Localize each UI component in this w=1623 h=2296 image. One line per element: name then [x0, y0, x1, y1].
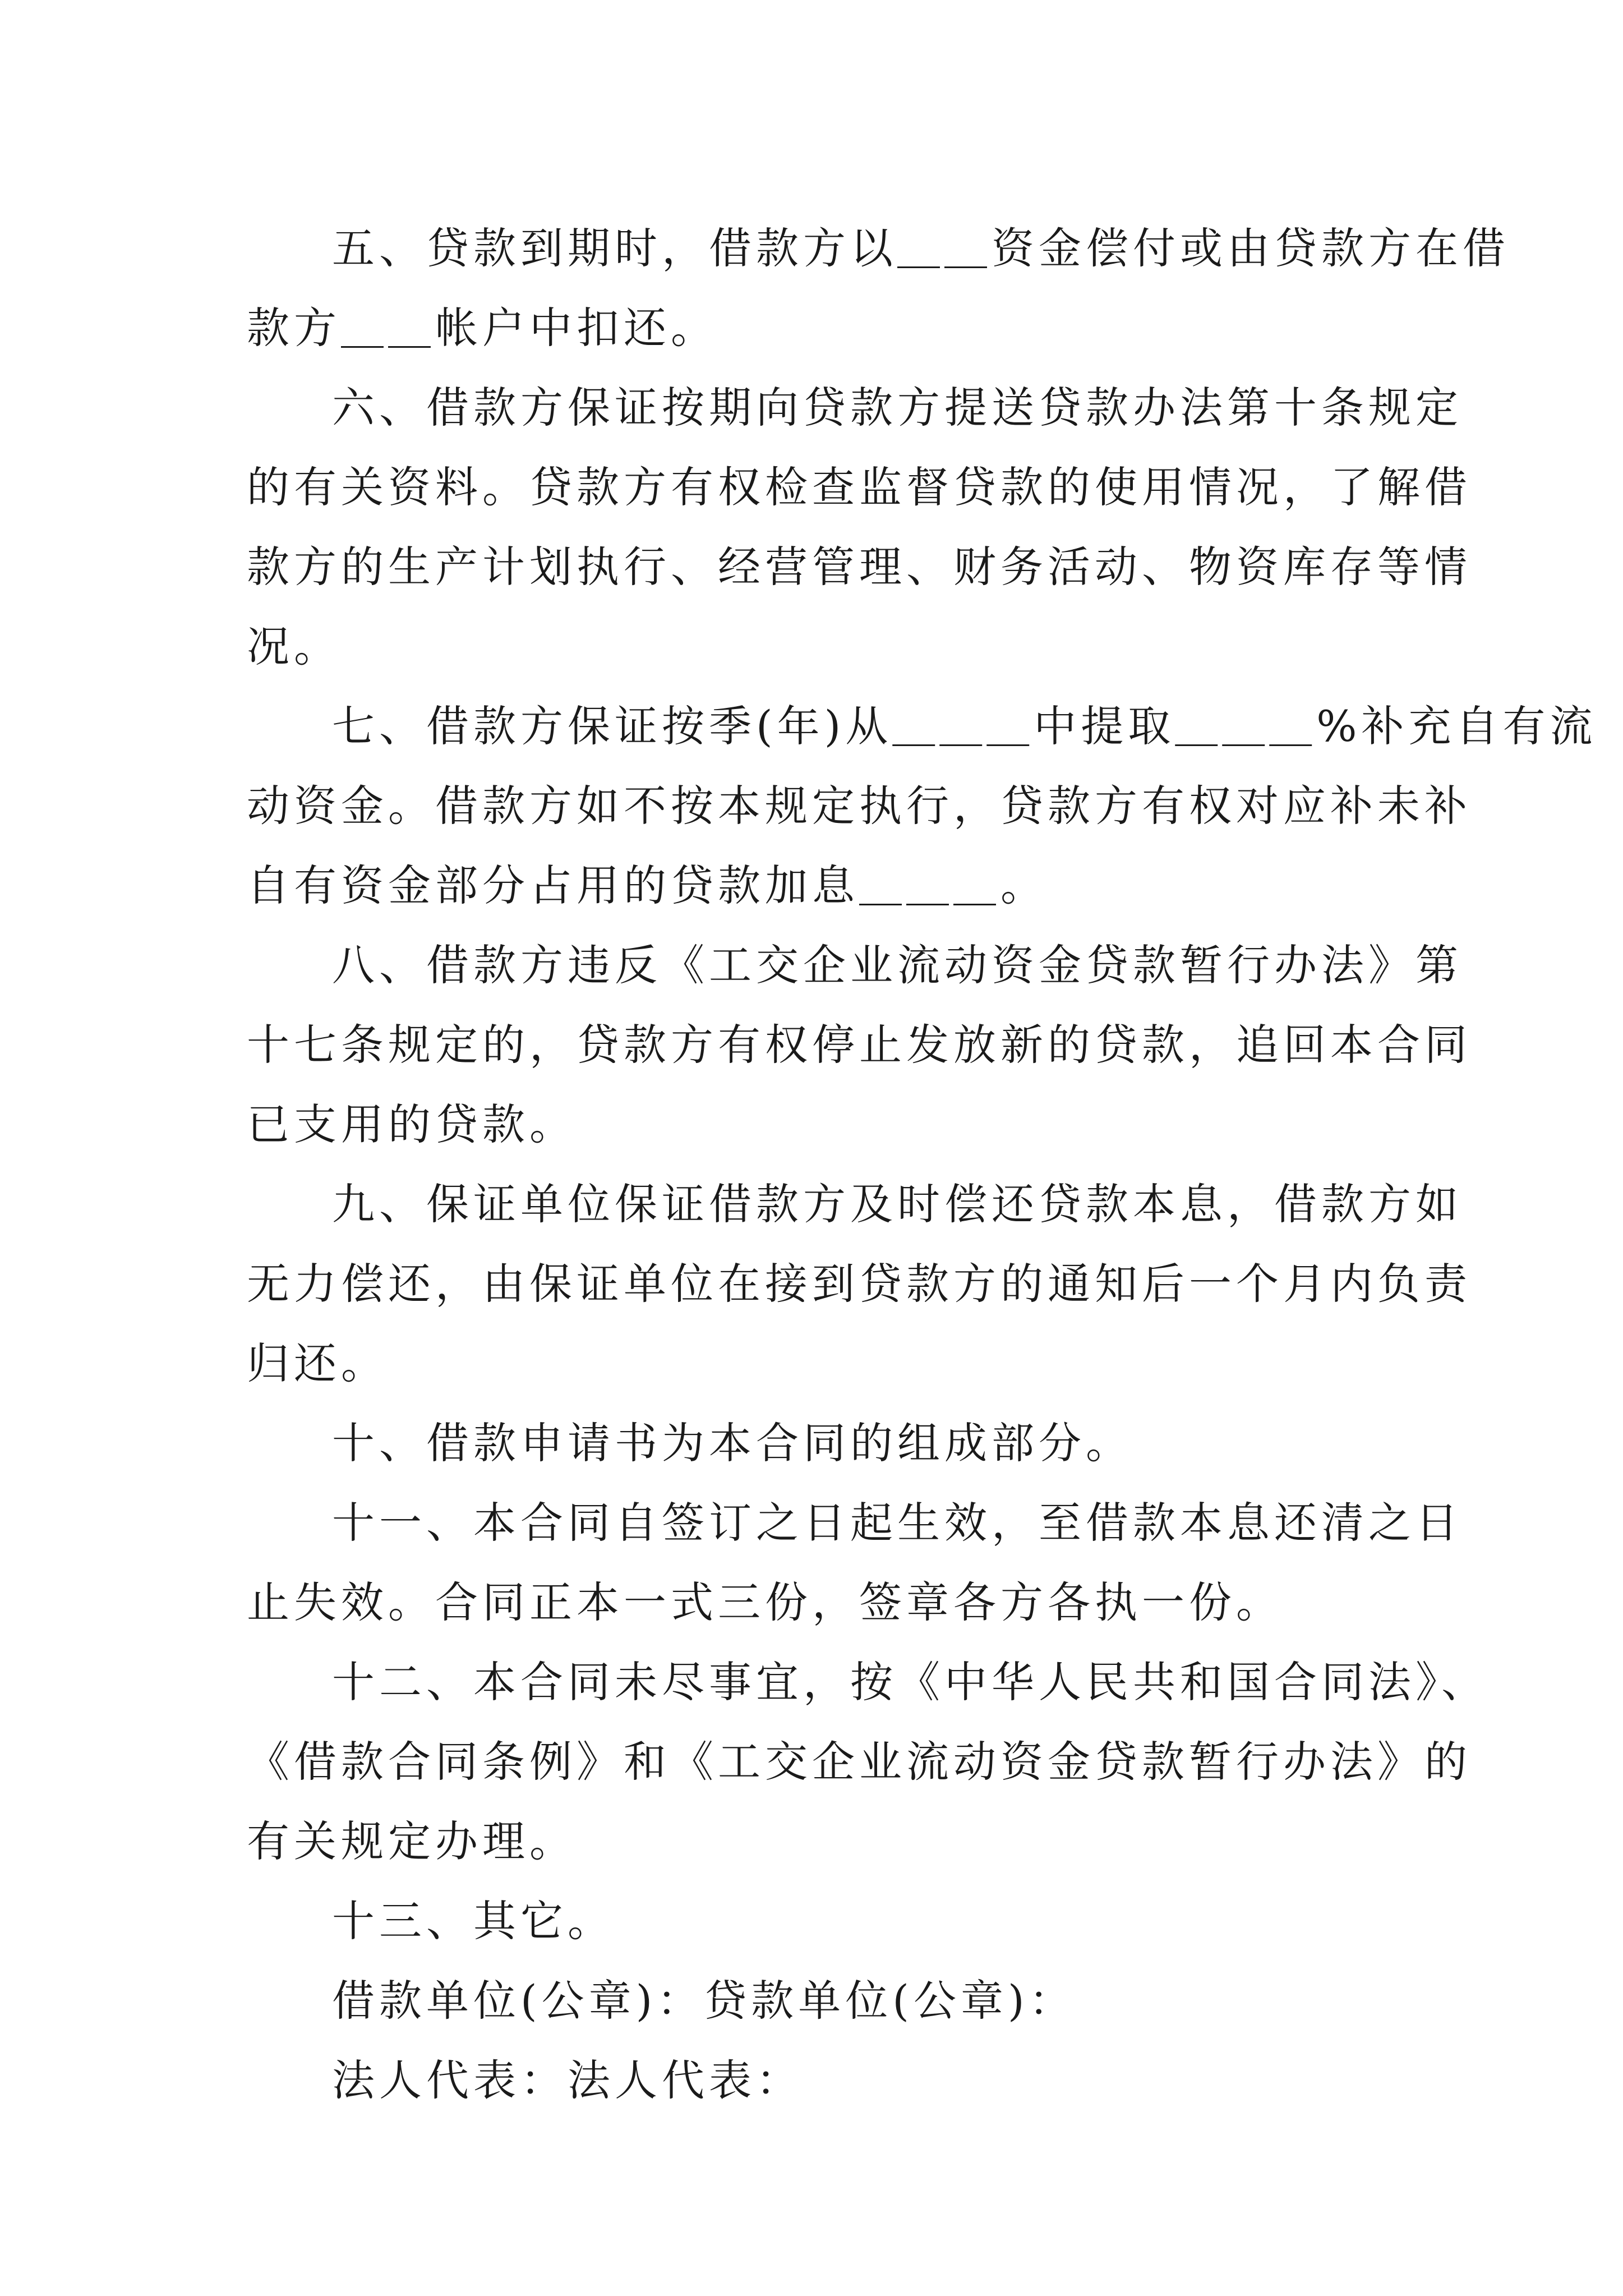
paragraph-clause-7 — [247, 687, 1597, 926]
paragraph-clause-13 — [247, 1881, 1453, 1961]
text-line: 款方＿＿帐户中扣还。 — [247, 303, 718, 353]
paragraph-signature-reps — [247, 2041, 1453, 2120]
text-line: 七、借款方保证按季(年)从＿＿＿中提取＿＿＿%补充自有流 — [332, 701, 1597, 751]
text-line: 六、借款方保证按期向贷款方提送贷款办法第十条规定 — [332, 383, 1463, 432]
paragraph-clause-10 — [247, 1404, 1453, 1483]
text-line: 款方的生产计划执行、经营管理、财务活动、物资库存等情 — [247, 542, 1472, 592]
paragraph-clause-12 — [247, 1642, 1488, 1881]
paragraph-clause-6 — [247, 368, 1472, 687]
text-line: 十二、本合同未尽事宜，按《中华人民共和国合同法》、 — [332, 1657, 1488, 1707]
text-line: 法人代表：法人代表： — [332, 2055, 803, 2105]
text-line: 《借款合同条例》和《工交企业流动资金贷款暂行办法》的 — [247, 1737, 1472, 1787]
paragraph-clause-11 — [247, 1483, 1463, 1642]
text-line: 借款单位(公章)：贷款单位(公章)： — [332, 1976, 1076, 2026]
text-line: 的有关资料。贷款方有权检查监督贷款的使用情况，了解借 — [247, 462, 1472, 512]
text-line: 自有资金部分占用的贷款加息＿＿＿。 — [247, 861, 1048, 910]
text-line: 十一、本合同自签订之日起生效，至借款本息还清之日 — [332, 1498, 1463, 1548]
paragraph-signature-units — [247, 1961, 1453, 2041]
text-line: 有关规定办理。 — [247, 1816, 577, 1866]
text-line: 况。 — [247, 622, 341, 671]
text-line: 动资金。借款方如不按本规定执行，贷款方有权对应补未补 — [247, 781, 1472, 831]
text-line: 止失效。合同正本一式三份，签章各方各执一份。 — [247, 1577, 1283, 1627]
text-line: 归还。 — [247, 1338, 388, 1388]
contract-body — [247, 209, 1597, 2120]
text-line: 九、保证单位保证借款方及时偿还贷款本息，借款方如 — [332, 1179, 1463, 1229]
text-line: 五、贷款到期时，借款方以＿＿资金偿付或由贷款方在借 — [332, 223, 1510, 273]
text-line: 十七条规定的，贷款方有权停止发放新的贷款，追回本合同 — [247, 1020, 1472, 1070]
text-line: 十、借款申请书为本合同的组成部分。 — [332, 1418, 1133, 1468]
paragraph-clause-5 — [247, 209, 1510, 368]
paragraph-clause-9 — [247, 1165, 1472, 1404]
text-line: 八、借款方违反《工交企业流动资金贷款暂行办法》第 — [332, 940, 1463, 990]
text-line: 已支用的贷款。 — [247, 1099, 577, 1149]
text-line: 无力偿还，由保证单位在接到贷款方的通知后一个月内负责 — [247, 1259, 1472, 1309]
paragraph-clause-8 — [247, 926, 1472, 1165]
text-line: 十三、其它。 — [332, 1896, 615, 1946]
